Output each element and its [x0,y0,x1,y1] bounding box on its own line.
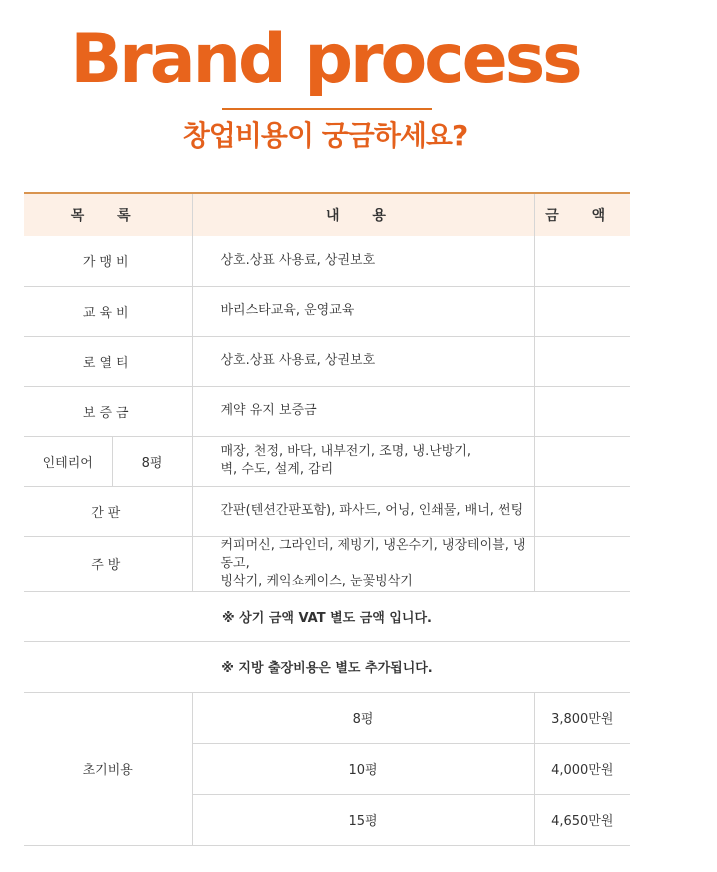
vat-note: ※ 상기 금액 VAT 별도 금액 입니다. [24,591,630,641]
row-label: 로열티 [24,336,192,386]
row-amount [534,436,630,486]
table-row [24,536,630,591]
row-content-line: 벽, 수도, 설계, 감리 [220,462,334,477]
row-content-line: 빙삭기, 케익쇼케이스, 눈꽃빙삭기 [220,573,413,589]
row-content-line: 커피머신, 그라인더, 제빙기, 냉온수기, 냉장테이블, 냉동고, [220,537,526,571]
row-content: 간판(텐션간판포함), 파사드, 어닝, 인쇄물, 배너, 썬팅 [192,486,534,536]
size-option: 10평 [192,743,534,794]
row-label: 가맹비 [24,236,192,286]
price-value: 4,650만원 [534,794,630,845]
table-row [24,436,630,486]
size-option: 15평 [192,794,534,845]
subtitle: 창업비용이 궁금하세요? [182,119,468,152]
row-content: 상호.상표 사용료, 상권보호 [192,336,534,386]
column-header-amount: 금 액 [534,193,630,236]
table-row [24,336,630,386]
travel-note: ※ 지방 출장비용은 별도 추가됩니다. [24,641,630,692]
column-header-content: 내 용 [192,193,534,236]
row-content: 계약 유지 보증금 [192,386,534,436]
row-label: 주방 [24,536,192,591]
column-header-item: 목 록 [24,193,192,236]
table-header-row [24,193,630,236]
table-row [24,386,630,436]
row-amount [534,336,630,386]
row-label: 인테리어 [24,436,112,486]
title-divider [222,108,432,110]
price-value: 3,800만원 [534,692,630,743]
brand-title: Brand process [70,20,580,99]
row-amount [534,236,630,286]
startup-cost-table [24,192,630,846]
note-row [24,591,630,641]
row-amount [534,386,630,436]
row-label: 보증금 [24,386,192,436]
row-label: 교육비 [24,286,192,336]
table-row [24,486,630,536]
row-content: 상호.상표 사용료, 상권보호 [192,236,534,286]
row-amount [534,536,630,591]
table-row [24,236,630,286]
size-option: 8평 [192,692,534,743]
row-amount [534,286,630,336]
note-row [24,641,630,692]
row-content: 바리스타교육, 운영교육 [192,286,534,336]
row-sublabel: 8평 [112,436,192,486]
row-amount [534,486,630,536]
row-content [192,436,534,486]
initial-cost-label: 초기비용 [24,692,192,845]
row-content-line: 매장, 천정, 바닥, 내부전기, 조명, 냉.난방기, [220,444,472,459]
table-row [24,286,630,336]
row-content [192,536,534,591]
table-row [24,692,630,743]
price-value: 4,000만원 [534,743,630,794]
row-label: 간판 [24,486,192,536]
